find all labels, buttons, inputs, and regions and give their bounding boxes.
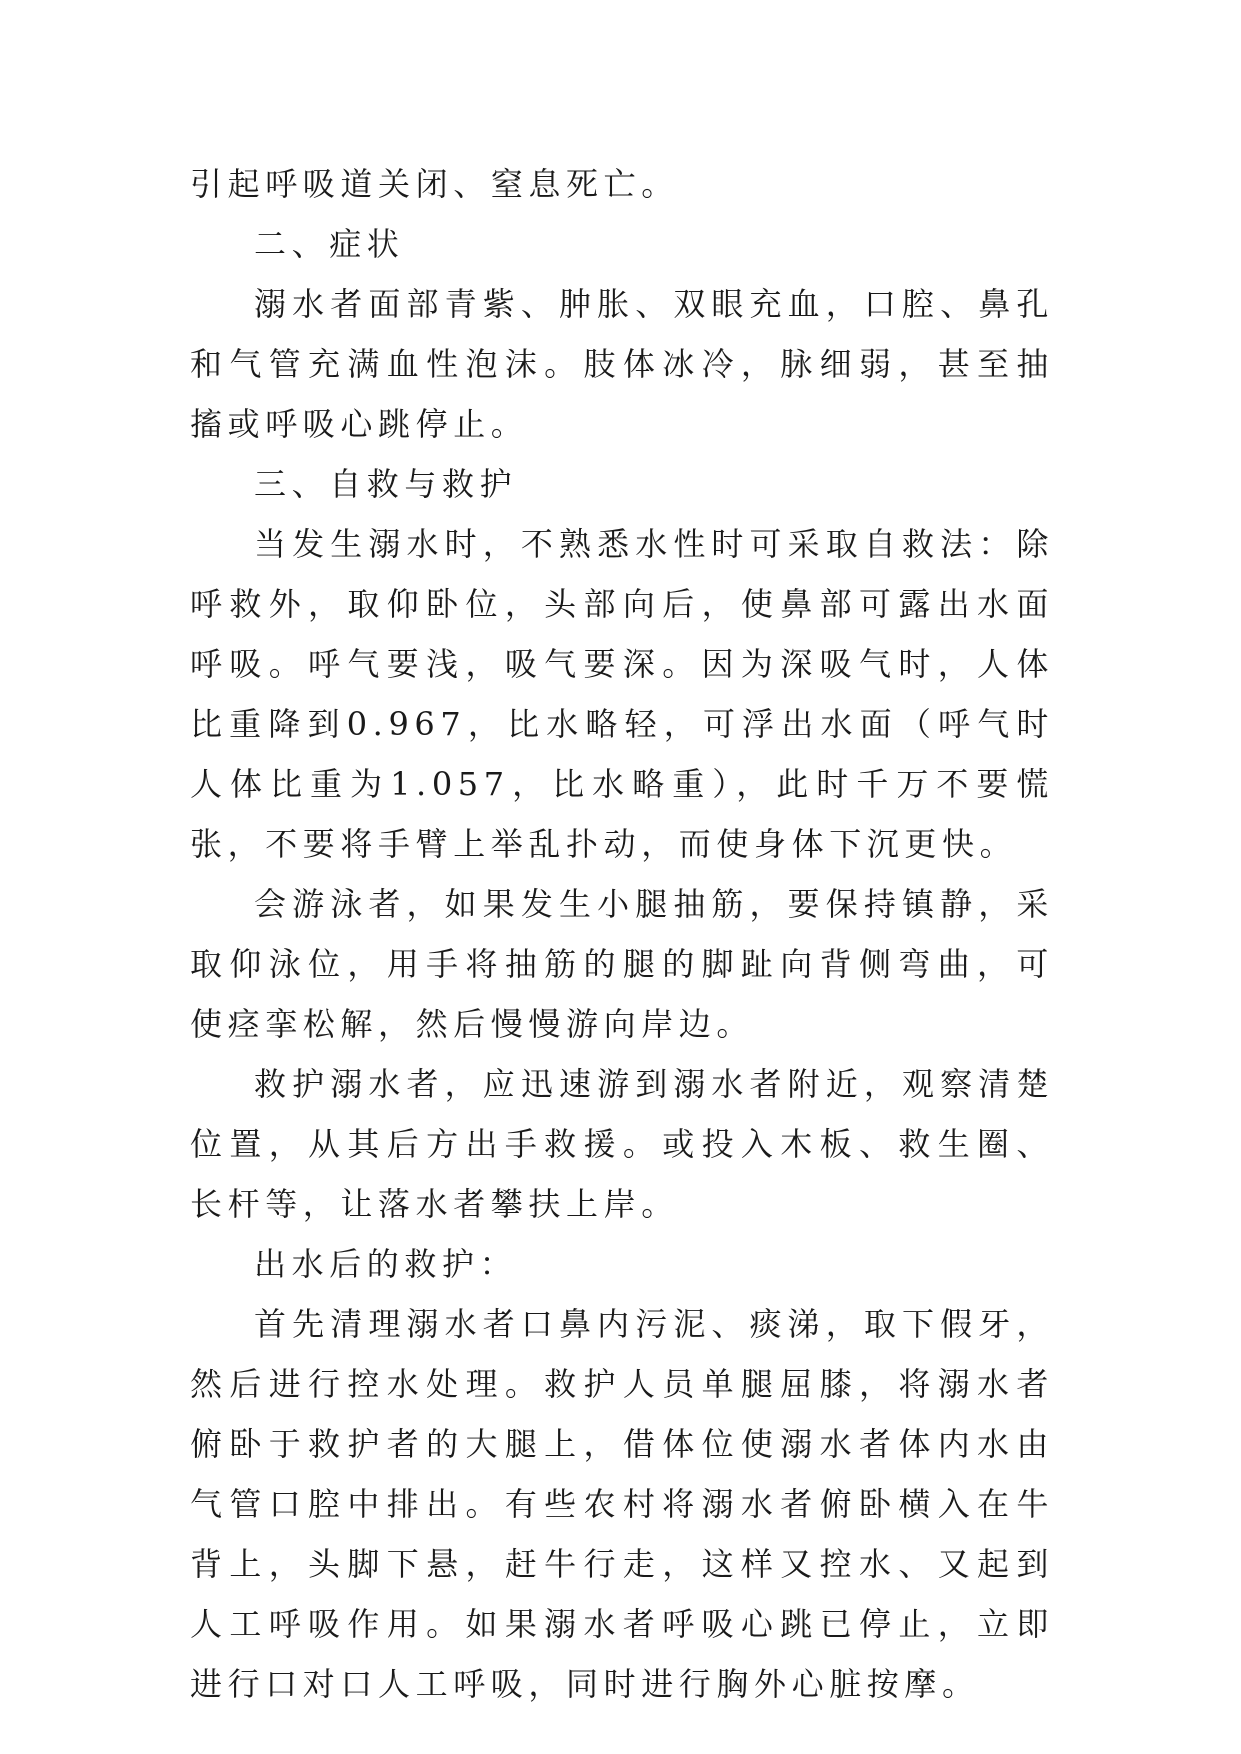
paragraph-symptoms: 溺水者面部青紫、肿胀、双眼充血，口腔、鼻孔和气管充满血性泡沫。肢体冰冷，脉细弱，甚至抽搐或呼吸心跳停止。	[190, 285, 1054, 443]
paragraph-after-water-heading: 出水后的救护：	[254, 1245, 518, 1283]
paragraph-cramp: 会游泳者，如果发生小腿抽筋，要保持镇静，采取仰泳位，用手将抽筋的腿的脚趾向背侧弯曲，可使痉挛松解，然后慢慢游向岸边。	[190, 885, 1054, 1043]
section-heading-symptoms: 二、症状	[254, 225, 405, 263]
paragraph-after-water-care: 首先清理溺水者口鼻内污泥、痰涕，取下假牙，然后进行控水处理。救护人员单腿屈膝，将溺水者俯卧于救护者的大腿上，借体位使溺水者体内水由气管口腔中排出。有些农村将溺水者俯卧横入在牛背上，头脚下悬，赶牛行走，这样又控水、又起到人工呼吸作用。如果溺水者呼吸心跳已停止，立即进行口对口人工呼吸，同时进行胸外心脏按摩。	[190, 1305, 1054, 1703]
paragraph-rescuing-others: 救护溺水者，应迅速游到溺水者附近，观察清楚位置，从其后方出手救援。或投入木板、救生圈、长杆等，让落水者攀扶上岸。	[190, 1065, 1054, 1223]
paragraph-self-rescue: 当发生溺水时，不熟悉水性时可采取自救法：除呼救外，取仰卧位，头部向后，使鼻部可露出水面呼吸。呼气要浅，吸气要深。因为深吸气时，人体比重降到0.967，比水略轻，可浮出水面（呼气时人体比重为1.057，比水略重），此时千万不要慌张，不要将手臂上举乱扑动，而使身体下沉更快。	[190, 525, 1054, 863]
section-heading-rescue: 三、自救与救护	[254, 465, 518, 503]
paragraph-continuation: 引起呼吸道关闭、窒息死亡。	[190, 165, 679, 203]
document-body	[190, 154, 1054, 1714]
